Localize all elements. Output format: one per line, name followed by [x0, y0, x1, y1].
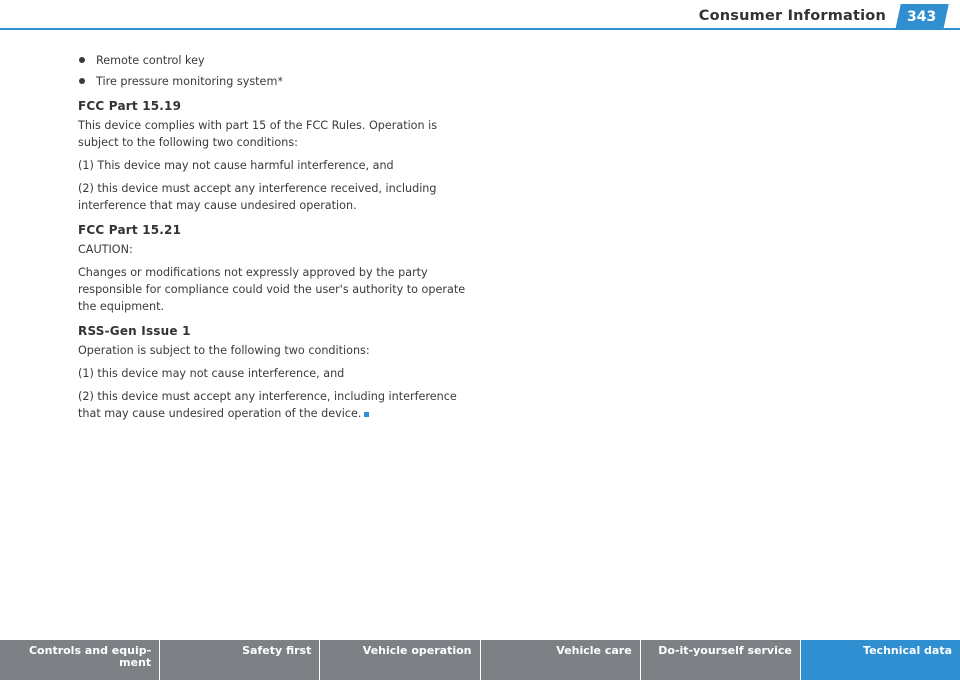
- paragraph: (1) This device may not cause harmful interference, and: [78, 159, 394, 172]
- chapter-tab-controls[interactable]: Controls and equip-ment: [0, 640, 160, 680]
- chapter-tab-technical-data[interactable]: Technical data: [801, 640, 960, 680]
- list-item: [78, 73, 478, 90]
- chapter-tab-safety[interactable]: Safety first: [160, 640, 320, 680]
- page-number: [895, 4, 949, 30]
- section-heading: FCC Part 15.19: [78, 99, 182, 113]
- list-item-text: Tire pressure monitoring system*: [96, 75, 283, 88]
- chapter-tab-diy-service[interactable]: Do-it-yourself service: [641, 640, 801, 680]
- page-content: [78, 52, 478, 428]
- paragraph: CAUTION:: [78, 243, 133, 256]
- paragraph-last: [78, 388, 478, 422]
- bullet-list: [78, 52, 478, 90]
- chapter-tab-vehicle-operation[interactable]: Vehicle operation: [320, 640, 480, 680]
- list-item-text: Remote control key: [96, 54, 205, 67]
- paragraph: This device complies with part 15 of the FCC Rules. Operation is subject to the following two conditions:: [78, 119, 438, 149]
- end-of-section-icon: [364, 412, 369, 417]
- section-heading: FCC Part 15.21: [78, 223, 182, 237]
- header-rule: [0, 28, 960, 30]
- section-heading: RSS-Gen Issue 1: [78, 324, 191, 338]
- paragraph: (1) this device may not cause interference, and: [78, 367, 345, 380]
- list-item: [78, 52, 478, 69]
- paragraph: Operation is subject to the following two conditions:: [78, 344, 370, 357]
- page-header: [0, 0, 960, 30]
- bullet-icon: [79, 57, 85, 63]
- paragraph-text: (2) this device must accept any interference, including interference that may cause undesired operation of the device.: [78, 390, 457, 420]
- paragraph: (2) this device must accept any interference received, including interference that may cause undesired operation.: [78, 182, 437, 212]
- chapter-tab-vehicle-care[interactable]: Vehicle care: [481, 640, 641, 680]
- bullet-icon: [79, 78, 85, 84]
- section-title: Consumer Information: [698, 8, 886, 24]
- chapter-nav: [0, 640, 960, 680]
- paragraph: Changes or modifications not expressly approved by the party responsible for compliance could void the user's authority to operate the equipment.: [78, 266, 466, 313]
- page-number-text: 343: [907, 9, 937, 25]
